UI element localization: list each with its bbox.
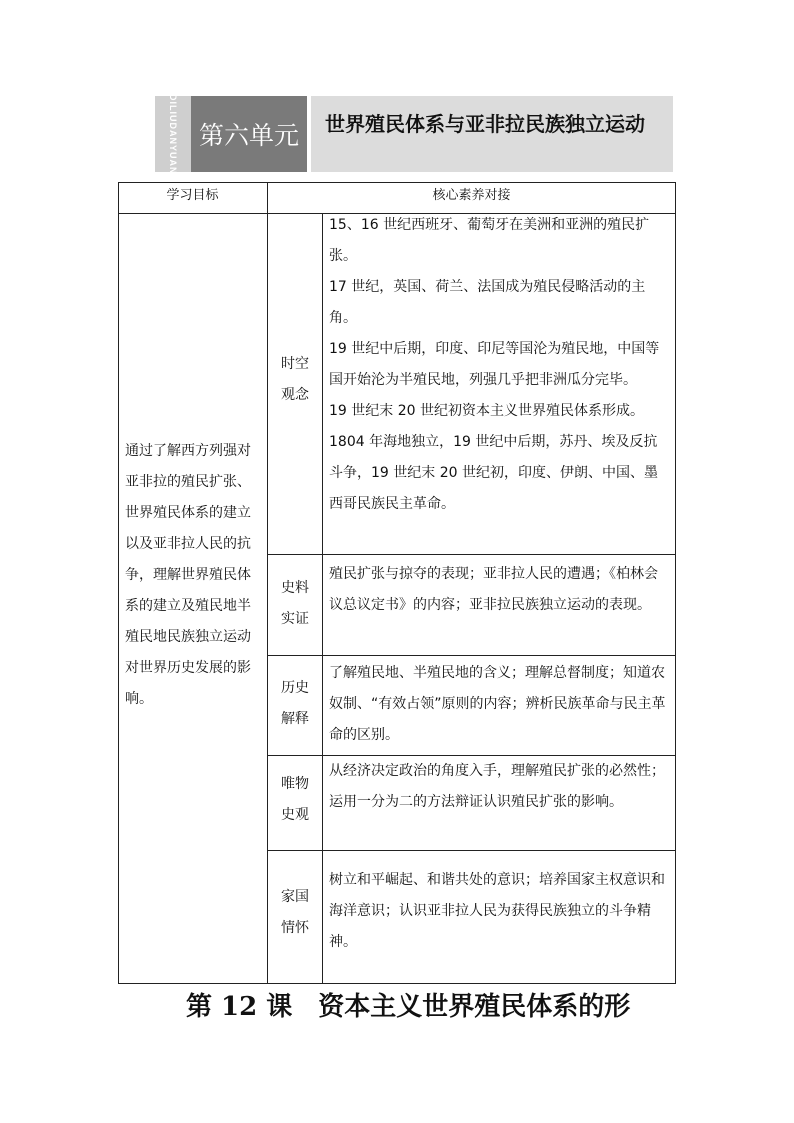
banner-side-tab xyxy=(155,93,191,175)
content-paragraph: 19 世纪中后期，印度、印尼等国沦为殖民地，中国等国开始沦为半殖民地，列强几乎把非洲瓜分完毕。 xyxy=(329,341,660,388)
content-paragraph: 15、16 世纪西班牙、葡萄牙在美洲和亚洲的殖民扩张。 xyxy=(329,217,650,264)
objectives-table xyxy=(118,182,676,984)
column-divider-1 xyxy=(267,182,268,984)
table-border-right xyxy=(675,182,676,984)
table-border-left xyxy=(118,182,119,984)
content-national-sentiment xyxy=(329,865,671,958)
unit-banner xyxy=(155,93,673,175)
unit-label-box xyxy=(191,96,307,172)
unit-label: 第六单元 xyxy=(198,121,299,150)
content-historical-evidence xyxy=(329,559,671,621)
category-historical-interpretation: 历史解释 xyxy=(281,680,309,727)
side-tab-text: DILIUDANYUAN xyxy=(168,93,178,175)
content-spacetime xyxy=(329,210,671,520)
row-divider-4 xyxy=(267,850,676,851)
content-paragraph: 17 世纪，英国、荷兰、法国成为殖民侵略活动的主角。 xyxy=(329,279,646,326)
category-materialism: 唯物史观 xyxy=(281,776,309,823)
header-learning-goals: 学习目标 xyxy=(166,188,219,203)
row-divider-1 xyxy=(267,554,676,555)
category-spacetime: 时空观念 xyxy=(281,356,309,403)
row-divider-2 xyxy=(267,655,676,656)
category-national-sentiment: 家国情怀 xyxy=(281,889,309,936)
table-border-bottom xyxy=(118,983,676,984)
content-paragraph: 殖民扩张与掠夺的表现；亚非拉人民的遭遇；《柏林会议总议定书》的内容；亚非拉民族独立运动的表现。 xyxy=(329,566,658,613)
category-historical-evidence: 史料实证 xyxy=(281,580,309,627)
unit-title: 世界殖民体系与亚非拉民族独立运动 xyxy=(325,112,645,136)
content-historical-interpretation xyxy=(329,658,671,751)
content-paragraph: 19 世纪末 20 世纪初资本主义世界殖民体系形成。 xyxy=(329,403,644,419)
content-materialism xyxy=(329,756,671,818)
header-core-literacy: 核心素养对接 xyxy=(432,188,511,203)
column-divider-2 xyxy=(322,213,323,984)
content-paragraph: 了解殖民地、半殖民地的含义；理解总督制度；知道农奴制、“有效占领”原则的内容；辨析民族革命与民主革命的区别。 xyxy=(329,665,666,743)
banner-divider xyxy=(307,96,311,172)
lesson-title: 第 12 课 资本主义世界殖民体系的形 xyxy=(186,992,631,1022)
content-paragraph: 1804 年海地独立，19 世纪中后期，苏丹、埃及反抗斗争，19 世纪末 20 世纪初，印度、伊朗、中国、墨西哥民族民主革命。 xyxy=(329,434,658,512)
content-paragraph: 从经济决定政治的角度入手，理解殖民扩张的必然性；运用一分为二的方法辩证认识殖民扩张的影响。 xyxy=(329,763,665,810)
table-border-top xyxy=(118,182,676,183)
learning-goal-text: 通过了解西方列强对亚非拉的殖民扩张、世界殖民体系的建立以及亚非拉人民的抗争，理解世界殖民体系的建立及殖民地半殖民地民族独立运动对世界历史发展的影响。 xyxy=(125,443,251,707)
content-paragraph: 树立和平崛起、和谐共处的意识；培养国家主权意识和海洋意识；认识亚非拉人民为获得民族独立的斗争精神。 xyxy=(329,872,665,950)
